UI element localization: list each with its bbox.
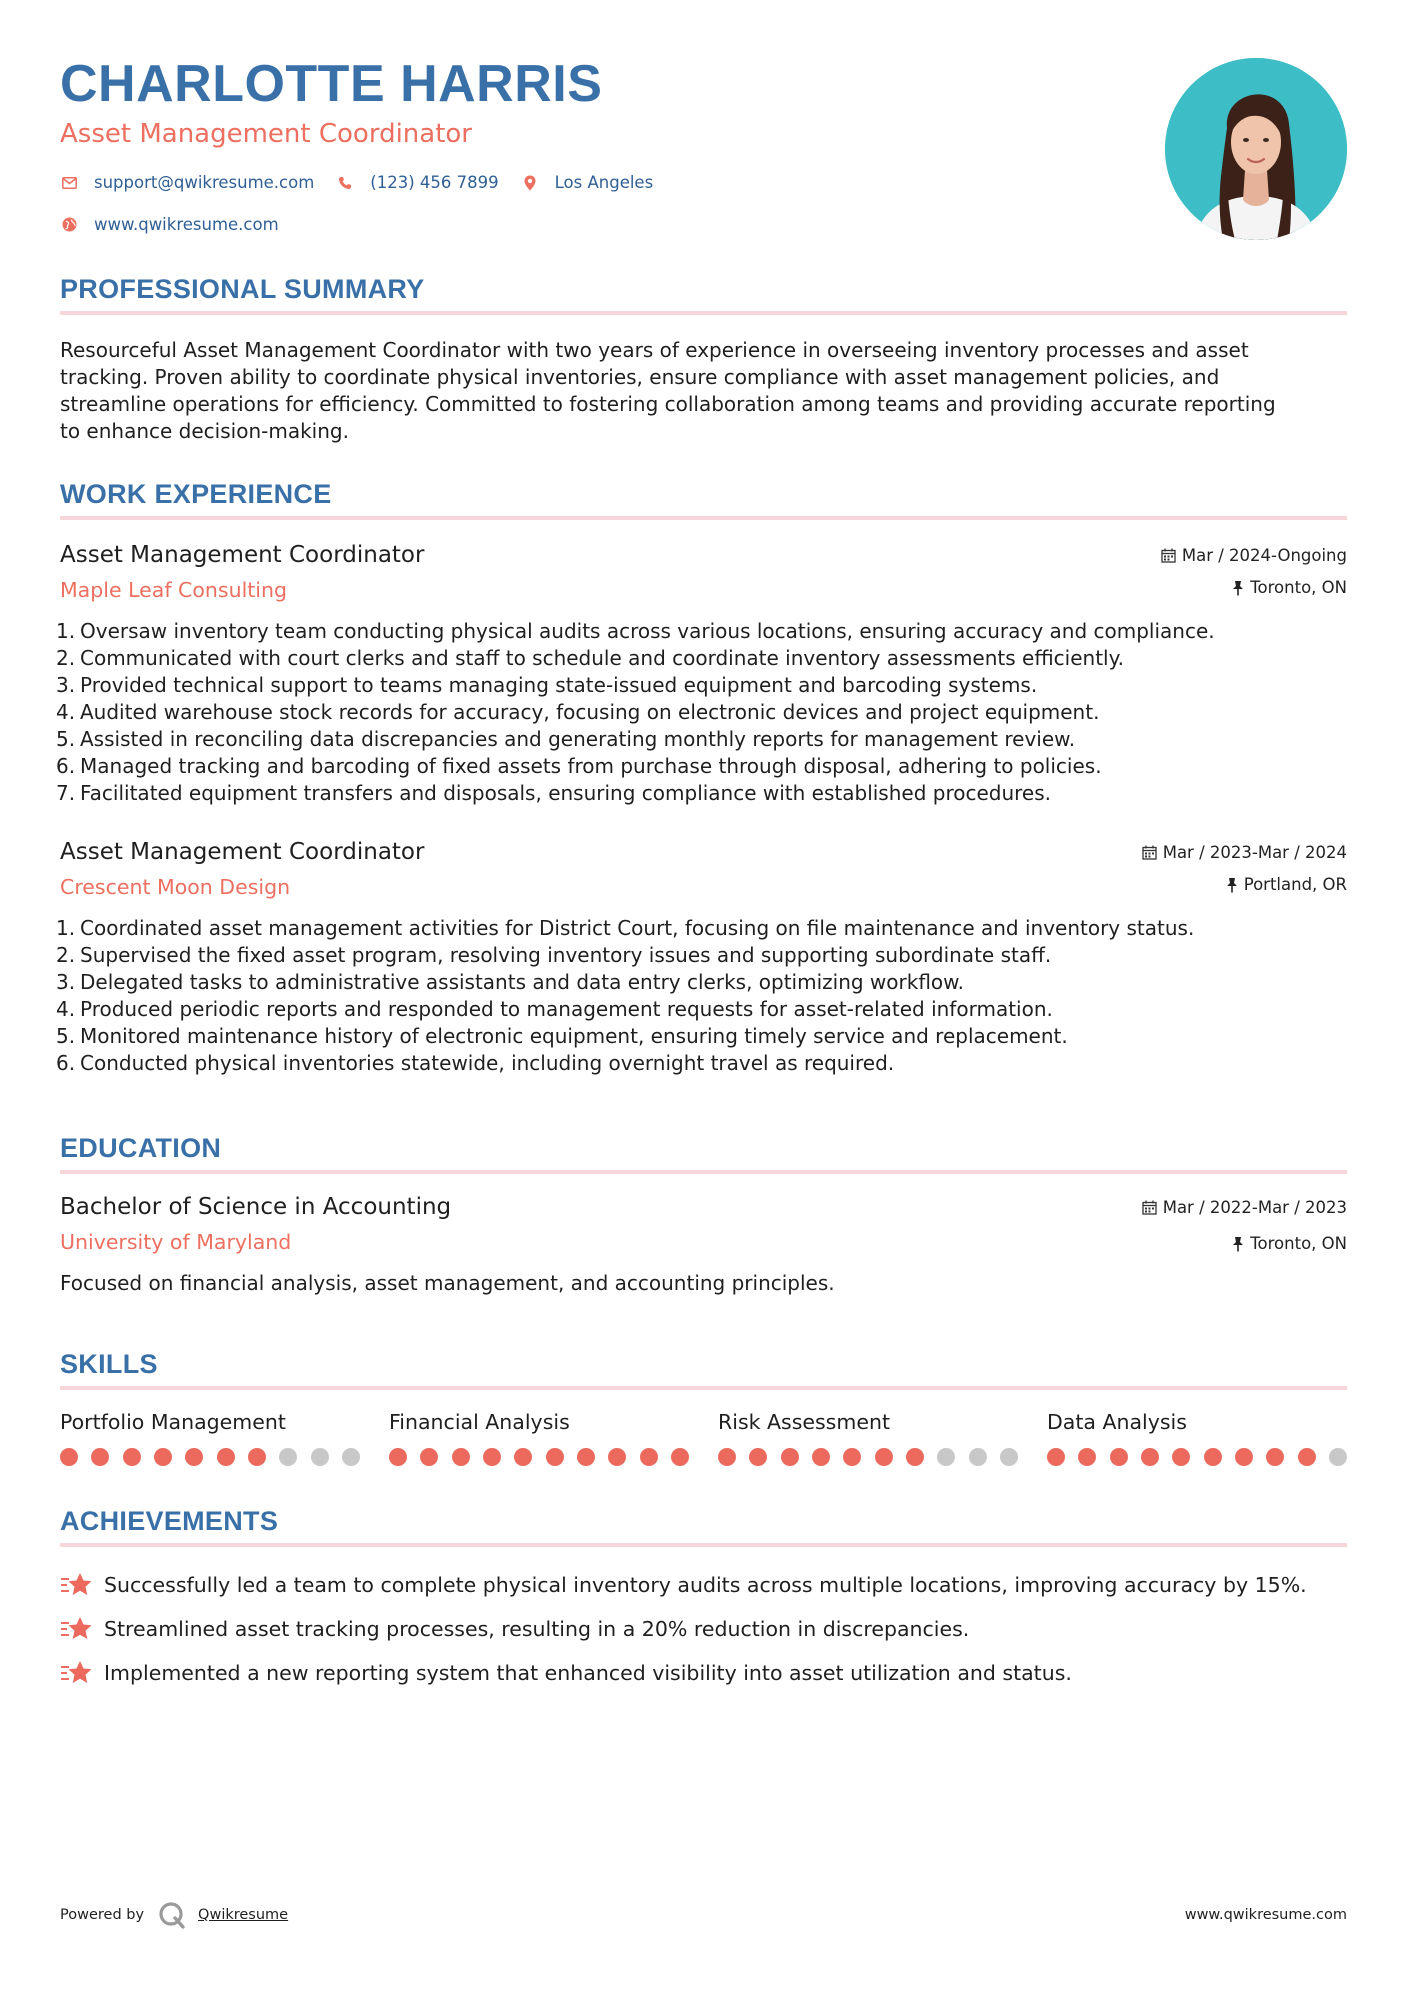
- rating-dot-filled: [1172, 1448, 1190, 1466]
- star-badge-icon: [60, 1570, 94, 1600]
- rating-dot-filled: [781, 1448, 799, 1466]
- rating-dot-filled: [1047, 1448, 1065, 1466]
- summary-line: streamline operations for efficiency. Committed to fostering collaboration among teams and providing accurate reporting: [60, 392, 1276, 416]
- star-badge-icon: [60, 1658, 94, 1688]
- rating-dot-filled: [906, 1448, 924, 1466]
- email-text: support@qwikresume.com: [94, 173, 315, 193]
- list-item: 1. Oversaw inventory team conducting physical audits across various locations, ensuring accuracy and compliance.: [56, 619, 1215, 643]
- job-company: Maple Leaf Consulting: [60, 578, 288, 602]
- rating-dot-filled: [483, 1448, 501, 1466]
- location-text: Los Angeles: [554, 173, 654, 193]
- experience-section: [56, 479, 1347, 1077]
- list-item: Streamlined asset tracking processes, resulting in a 20% reduction in discrepancies.: [60, 1607, 1347, 1651]
- rating-dot-filled: [1298, 1448, 1316, 1466]
- skill-rating: [60, 1448, 360, 1466]
- rating-dot-filled: [749, 1448, 767, 1466]
- skills-section: [60, 1349, 1347, 1466]
- rating-dot-filled: [217, 1448, 235, 1466]
- education-section: [60, 1133, 1347, 1297]
- summary-text: [60, 337, 1347, 445]
- list-item: 4. Produced periodic reports and responded to management requests for asset-related information.: [56, 997, 1053, 1021]
- list-item: 2. Supervised the fixed asset program, resolving inventory issues and supporting subordinate staff.: [56, 943, 1052, 967]
- contact-info: [60, 171, 1347, 237]
- powered-by: [60, 1901, 288, 1929]
- list-item: 1. Coordinated asset management activities for District Court, focusing on file maintenance and inventory status.: [56, 916, 1195, 940]
- envelope-icon: [60, 174, 78, 192]
- rating-dot-filled: [123, 1448, 141, 1466]
- education-location: Toronto, ON: [1232, 1234, 1347, 1253]
- school-name: University of Maryland: [60, 1230, 292, 1254]
- contact-phone[interactable]: [336, 173, 498, 192]
- skill-rating: [389, 1448, 689, 1466]
- skill-rating: [718, 1448, 1018, 1466]
- list-item: 6. Conducted physical inventories statewide, including overnight travel as required.: [56, 1051, 895, 1075]
- rating-dot-filled: [389, 1448, 407, 1466]
- rating-dot-filled: [1110, 1448, 1128, 1466]
- education-entry: [60, 1192, 1347, 1297]
- calendar-icon: [1142, 845, 1157, 860]
- phone-icon: [336, 174, 354, 192]
- job-bullets: [56, 915, 1347, 1077]
- rating-dot-empty: [1329, 1448, 1347, 1466]
- education-heading: EDUCATION: [60, 1133, 1347, 1174]
- rating-dot-filled: [452, 1448, 470, 1466]
- rating-dot-filled: [1204, 1448, 1222, 1466]
- rating-dot-empty: [279, 1448, 297, 1466]
- skill-item: [1047, 1408, 1347, 1466]
- page-footer: [60, 1895, 1347, 1935]
- rating-dot-filled: [608, 1448, 626, 1466]
- list-item: 3. Delegated tasks to administrative assistants and data entry clerks, optimizing workflow.: [56, 970, 965, 994]
- job-bullets: [56, 618, 1347, 807]
- rating-dot-filled: [248, 1448, 266, 1466]
- pushpin-icon: [1226, 877, 1238, 893]
- job-title: Asset Management Coordinator: [60, 839, 425, 865]
- rating-dot-empty: [342, 1448, 360, 1466]
- achievements-list: [60, 1563, 1347, 1695]
- rating-dot-filled: [718, 1448, 736, 1466]
- rating-dot-filled: [420, 1448, 438, 1466]
- contact-website[interactable]: [60, 215, 279, 234]
- list-item: 3. Provided technical support to teams managing state-issued equipment and barcoding systems.: [56, 673, 1038, 697]
- job-company: Crescent Moon Design: [60, 875, 291, 899]
- job-date: Mar / 2024-Ongoing: [1161, 546, 1347, 565]
- rating-dot-filled: [812, 1448, 830, 1466]
- profile-photo: [1165, 58, 1347, 240]
- list-item: 5. Assisted in reconciling data discrepancies and generating monthly reports for management review.: [56, 727, 1076, 751]
- candidate-title: Asset Management Coordinator: [60, 119, 473, 149]
- pushpin-icon: [1232, 580, 1244, 596]
- phone-text: (123) 456 7899: [370, 173, 499, 193]
- skill-name: Financial Analysis: [389, 1410, 570, 1434]
- rating-dot-filled: [514, 1448, 532, 1466]
- summary-heading: PROFESSIONAL SUMMARY: [60, 274, 1347, 315]
- list-item: Successfully led a team to complete physical inventory audits across multiple locations, improving accuracy by 15%.: [60, 1563, 1347, 1607]
- rating-dot-filled: [546, 1448, 564, 1466]
- rating-dot-empty: [937, 1448, 955, 1466]
- rating-dot-filled: [843, 1448, 861, 1466]
- summary-line: tracking. Proven ability to coordinate physical inventories, ensure compliance with asset management policies, and: [60, 365, 1220, 389]
- rating-dot-filled: [60, 1448, 78, 1466]
- qwikresume-link[interactable]: Qwikresume: [198, 1907, 289, 1923]
- skill-item: [60, 1408, 360, 1466]
- rating-dot-filled: [1266, 1448, 1284, 1466]
- list-item: 2. Communicated with court clerks and staff to schedule and coordinate inventory assessments efficiently.: [56, 646, 1124, 670]
- rating-dot-filled: [154, 1448, 172, 1466]
- achievements-section: [60, 1506, 1347, 1695]
- list-item: 6. Managed tracking and barcoding of fixed assets from purchase through disposal, adhering to policies.: [56, 754, 1102, 778]
- list-item: Implemented a new reporting system that enhanced visibility into asset utilization and status.: [60, 1651, 1347, 1695]
- education-date: Mar / 2022-Mar / 2023: [1142, 1198, 1347, 1217]
- summary-line: Resourceful Asset Management Coordinator with two years of experience in overseeing inventory processes and asset: [60, 338, 1249, 362]
- skill-name: Data Analysis: [1047, 1410, 1187, 1434]
- list-item: 5. Monitored maintenance history of electronic equipment, ensuring timely service and replacement.: [56, 1024, 1068, 1048]
- skills-list: [60, 1408, 1347, 1466]
- qwikresume-logo-icon: [158, 1901, 186, 1929]
- rating-dot-filled: [91, 1448, 109, 1466]
- education-description: Focused on financial analysis, asset management, and accounting principles.: [60, 1271, 835, 1295]
- achievements-heading: ACHIEVEMENTS: [60, 1506, 1347, 1547]
- skill-item: [389, 1408, 689, 1466]
- footer-website[interactable]: www.qwikresume.com: [1184, 1907, 1347, 1923]
- skill-item: [718, 1408, 1018, 1466]
- website-text: www.qwikresume.com: [94, 215, 279, 235]
- experience-heading: WORK EXPERIENCE: [60, 479, 1347, 520]
- job-entry: [56, 837, 1347, 1077]
- rating-dot-filled: [1078, 1448, 1096, 1466]
- summary-section: [60, 274, 1347, 445]
- rating-dot-filled: [185, 1448, 203, 1466]
- skill-name: Risk Assessment: [718, 1410, 890, 1434]
- rating-dot-filled: [875, 1448, 893, 1466]
- rating-dot-empty: [1000, 1448, 1018, 1466]
- star-badge-icon: [60, 1614, 94, 1644]
- rating-dot-filled: [640, 1448, 658, 1466]
- rating-dot-filled: [671, 1448, 689, 1466]
- rating-dot-filled: [1141, 1448, 1159, 1466]
- map-pin-icon: [521, 174, 539, 192]
- contact-email[interactable]: [60, 173, 314, 192]
- job-location: Toronto, ON: [1232, 578, 1347, 597]
- powered-by-label: Powered by: [60, 1907, 145, 1923]
- job-entry: [56, 540, 1347, 807]
- calendar-icon: [1161, 548, 1176, 563]
- calendar-icon: [1142, 1200, 1157, 1215]
- skill-rating: [1047, 1448, 1347, 1466]
- pushpin-icon: [1232, 1236, 1244, 1252]
- job-date: Mar / 2023-Mar / 2024: [1142, 843, 1347, 862]
- globe-icon: [60, 216, 78, 234]
- rating-dot-filled: [577, 1448, 595, 1466]
- degree-title: Bachelor of Science in Accounting: [60, 1194, 452, 1220]
- candidate-name: CHARLOTTE HARRIS: [60, 55, 603, 113]
- resume-header: [60, 0, 1347, 250]
- summary-line: to enhance decision-making.: [60, 419, 349, 443]
- rating-dot-empty: [311, 1448, 329, 1466]
- skills-heading: SKILLS: [60, 1349, 1347, 1390]
- job-location: Portland, OR: [1226, 875, 1347, 894]
- rating-dot-filled: [1235, 1448, 1253, 1466]
- list-item: 7. Facilitated equipment transfers and disposals, ensuring compliance with established procedures.: [56, 781, 1052, 805]
- rating-dot-empty: [969, 1448, 987, 1466]
- list-item: 4. Audited warehouse stock records for accuracy, focusing on electronic devices and project equipment.: [56, 700, 1100, 724]
- contact-location: [521, 173, 654, 192]
- skill-name: Portfolio Management: [60, 1410, 286, 1434]
- job-title: Asset Management Coordinator: [60, 542, 425, 568]
